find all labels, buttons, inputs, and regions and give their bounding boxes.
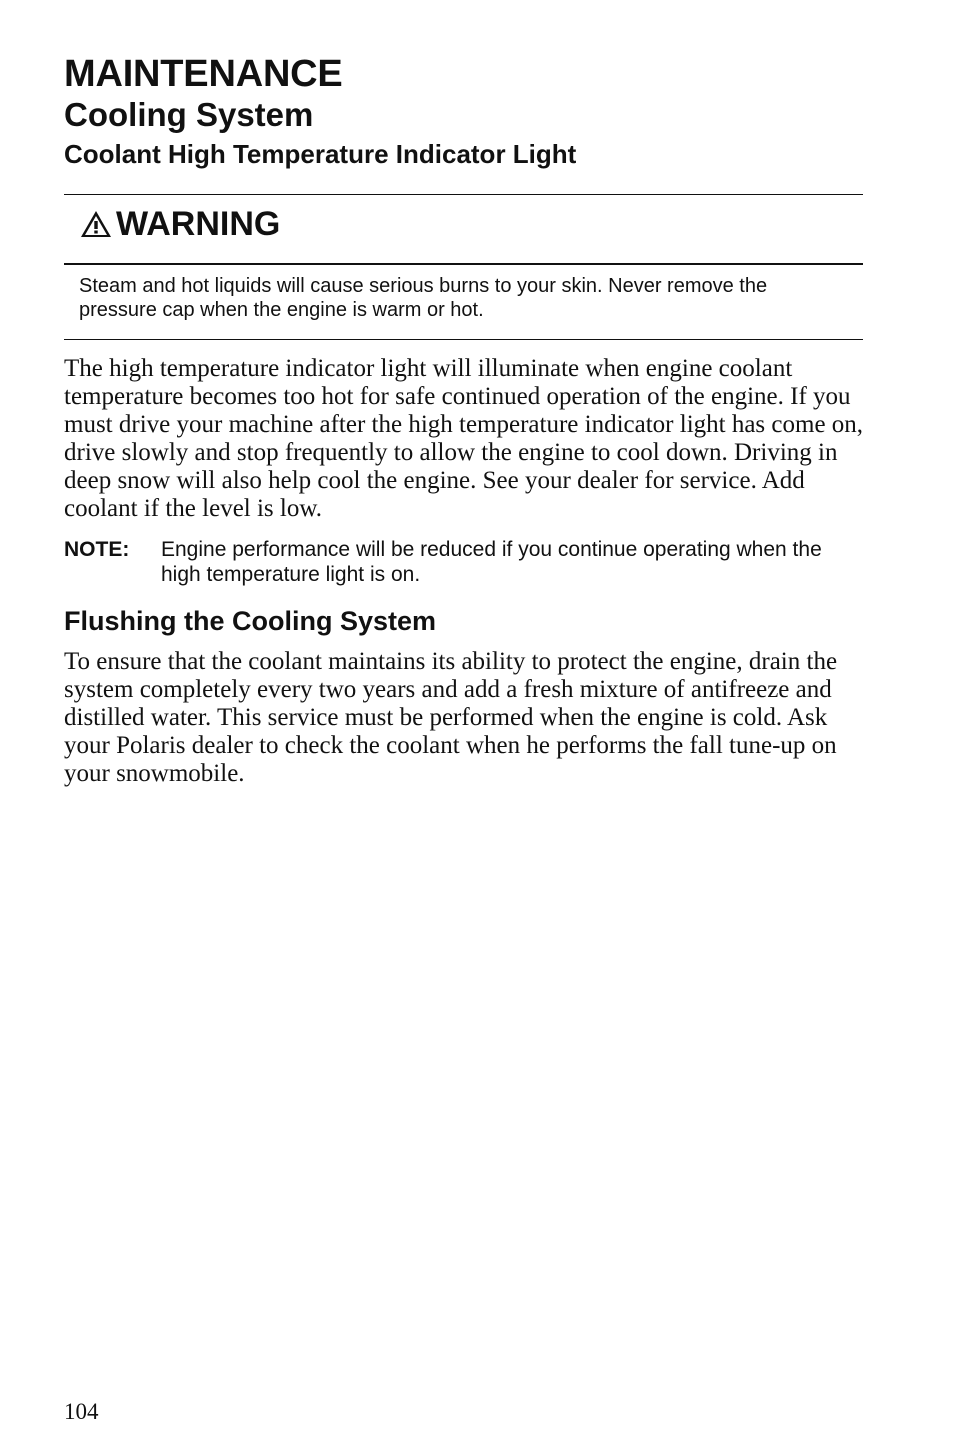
subsection-title: Cooling System <box>64 96 314 133</box>
warning-triangle-icon <box>80 209 112 239</box>
warning-box <box>64 194 863 340</box>
warning-bottom-rule <box>64 339 863 340</box>
topic-title: Coolant High Temperature Indicator Light <box>64 139 577 169</box>
page-number: 104 <box>64 1399 99 1424</box>
warning-header <box>80 204 280 244</box>
note-text: Engine performance will be reduced if you continue operating when the high temperature light is on. <box>161 538 822 586</box>
indicator-light-paragraph: The high temperature indicator light will illuminate when engine coolant temperature becomes too hot for safe continued operation of the engine. If you must drive your machine after the high temperature indicator light has come on, drive slowly and stop frequently to allow the engine to cool down. Driving in deep snow will also help cool the engine. See your dealer for service. Add coolant if the level is low. <box>64 355 864 522</box>
warning-text: Steam and hot liquids will cause serious burns to your skin. Never remove the pressure cap when the engine is warm or hot. <box>79 275 768 321</box>
note-label: NOTE: <box>64 538 130 561</box>
warning-title: WARNING <box>116 205 281 243</box>
warning-divider <box>64 263 863 265</box>
flushing-heading: Flushing the Cooling System <box>64 606 437 636</box>
section-title: MAINTENANCE <box>64 53 343 95</box>
warning-top-rule <box>64 194 863 195</box>
flushing-paragraph: To ensure that the coolant maintains its ability to protect the engine, drain the system completely every two years and add a fresh mixture of antifreeze and distilled water. This service must be performed when the engine is cold. Ask your Polaris dealer to check the coolant when he performs the fall tune-up on your snowmobile. <box>64 648 838 787</box>
